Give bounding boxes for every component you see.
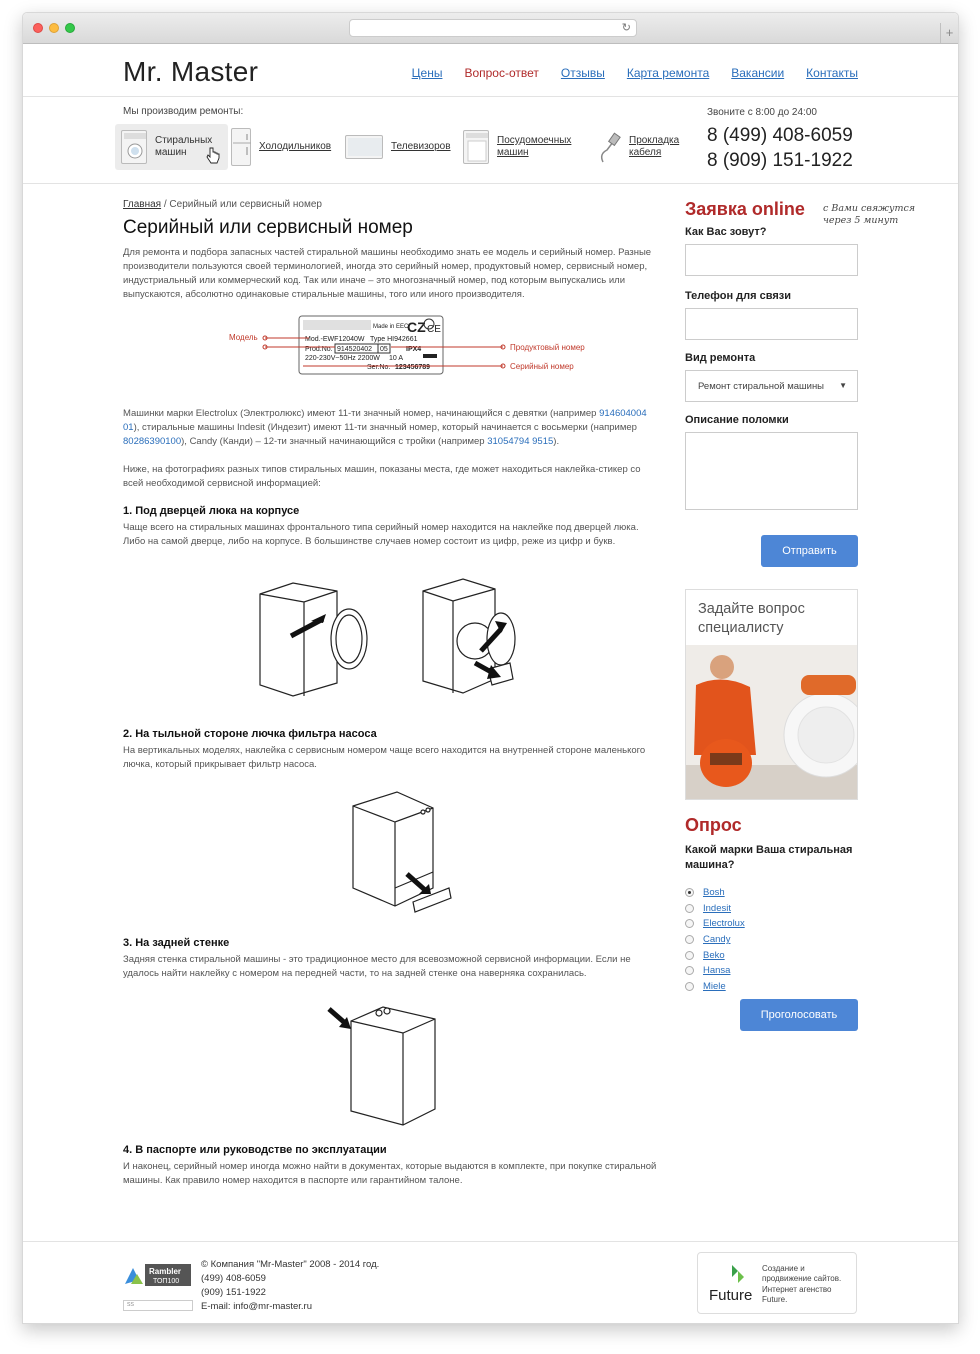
phone-input[interactable] [685, 308, 858, 340]
section-3-text: Задняя стенка стиральной машины - это традиционное место для всевозможной сервисной информации. Если не удалось найти наклейку с номером на передней части, то на задней стенке она наверняка сохранилась. [123, 954, 631, 979]
brands-text: Машинки марки Electrolux (Электролюкс) имеют 11-ти значный номер, начинающийся с девятки (например 914604004 01), стиральные машины Indesit (Индезит) имеют 11-ти значный номер, который начинается с восьмерки (например 80286390100), Candy (Канди) – 12-ти значный начинающийся с тройки (например 31054794 9515). [123, 408, 647, 447]
section-4-title: 4. В паспорте или руководстве по эксплуатации [123, 1144, 387, 1156]
svg-text:Продуктовый номер: Продуктовый номер [510, 343, 585, 352]
phone-number-1[interactable]: 8 (499) 408-6059 [707, 125, 853, 146]
services-title: Мы производим ремонты: [123, 106, 244, 117]
phone-label: Телефон для связи [685, 290, 791, 302]
working-hours: Звоните с 8:00 до 24:00 [707, 107, 817, 118]
breadcrumb-home[interactable]: Главная [123, 199, 162, 210]
section-1-text: Чаще всего на стиральных машинах фронтального типа серийный номер находится на наклейке под дверцей люка. Либо на самой дверце, либо на корпусе. В большинстве случаев номер состоит из цифр, реже из цифр и букв. [123, 522, 639, 547]
ask-specialist-banner[interactable]: Задайте вопрос специалисту [685, 589, 858, 800]
svg-text:914520402: 914520402 [337, 346, 373, 353]
poll-option-hansa[interactable]: Hansa [685, 963, 858, 979]
nav-contacts[interactable]: Контакты [806, 66, 858, 80]
specialist-photo [686, 645, 858, 800]
poll-options [685, 885, 858, 994]
nav-prices[interactable]: Цены [411, 66, 443, 80]
poll-option-candy[interactable]: Candy [685, 932, 858, 948]
services-bar [23, 98, 958, 184]
zoom-window-button[interactable] [65, 23, 75, 33]
submit-button[interactable]: Отправить [761, 535, 858, 567]
name-input[interactable] [685, 244, 858, 276]
svg-text:Type HI942661: Type HI942661 [370, 336, 418, 343]
tv-icon [345, 135, 383, 159]
svg-text:Серийный номер: Серийный номер [510, 362, 574, 371]
poll-option-bosh[interactable]: Bosh [685, 885, 858, 901]
dropdown-arrow-icon: ▼ [839, 381, 847, 390]
footer-email[interactable]: E-mail: info@mr-master.ru [201, 1301, 312, 1312]
section-4-text: И наконец, серийный номер иногда можно найти в документах, которые выдаются в комплекте, при покупке стиральной машины. Как правило номер находится в паспорте или гарантийном талоне. [123, 1161, 657, 1186]
site-header [23, 44, 958, 97]
main-nav [412, 66, 858, 80]
poll-question: Какой марки Ваша стиральная машина? [685, 844, 853, 871]
section-1-title: 1. Под дверцей люка на корпусе [123, 505, 300, 517]
page-title: Серийный или сервисный номер [123, 217, 413, 238]
service-tvs[interactable]: Телевизоров [345, 124, 451, 170]
section-2-title: 2. На тыльной стороне лючка фильтра насоса [123, 728, 377, 740]
future-logo-icon [726, 1263, 746, 1285]
nav-vacancies[interactable]: Вакансии [731, 66, 785, 80]
photos-intro-text: Ниже, на фотографиях разных типов стиральных машин, показаны места, где может находиться наклейка-стикер со всей необходимой сервисной информацией: [123, 464, 641, 489]
svg-text:Made in EEC: Made in EEC [373, 324, 409, 330]
service-dishwashers[interactable]: Посудомоечных машин [463, 124, 571, 170]
footer-phone-1[interactable]: (499) 408-6059 [201, 1273, 266, 1284]
svg-text:Ser.No.: Ser.No. [367, 364, 391, 371]
site-logo[interactable]: Mr. Master [123, 56, 259, 87]
order-form-title: Заявка online [685, 199, 805, 219]
sidebar [685, 199, 916, 1021]
front-loader-illustrations [123, 561, 663, 721]
rating-plate-illustration [123, 314, 663, 394]
footer-phone-2[interactable]: (909) 151-1922 [201, 1287, 266, 1298]
hand-cursor-icon [206, 146, 220, 166]
close-window-button[interactable] [33, 23, 43, 33]
browser-window [22, 12, 959, 1324]
svg-text:IPX4: IPX4 [406, 346, 422, 353]
poll-option-beko[interactable]: Beko [685, 947, 858, 963]
dishwasher-icon [463, 130, 489, 164]
site-footer [23, 1241, 958, 1324]
new-tab-button[interactable]: + [940, 23, 958, 43]
svg-text:Rambler: Rambler [149, 1267, 182, 1276]
description-label: Описание поломки [685, 414, 789, 426]
nav-reviews[interactable]: Отзывы [560, 66, 605, 80]
vote-button[interactable]: Проголосовать [740, 999, 858, 1031]
service-washing-machines[interactable]: Стиральных машин [115, 124, 228, 170]
ce-mark-icon: CE [427, 324, 441, 335]
service-cable-laying[interactable]: Прокладка кабеля [597, 124, 679, 170]
counter-widget: ss [123, 1300, 193, 1311]
svg-text:123456789: 123456789 [395, 364, 431, 371]
svg-text:10 A: 10 A [389, 355, 404, 362]
rambler-counter-badge[interactable] [123, 1262, 193, 1288]
top-loader-filter-illustration [123, 784, 663, 924]
svg-text:Модель: Модель [229, 333, 258, 342]
svg-text:ТОП100: ТОП100 [153, 1278, 180, 1285]
minimize-window-button[interactable] [49, 23, 59, 33]
description-textarea[interactable] [685, 432, 858, 510]
footer-contacts: © Компания "Mr-Master" 2008 - 2014 год. (499) 408-6059 (909) 151-1922 E-mail: info@mr-master.ru [201, 1259, 380, 1312]
section-3-title: 3. На задней стенке [123, 937, 230, 949]
poll-option-electrolux[interactable]: Electrolux [685, 916, 858, 932]
nav-repair-map[interactable]: Карта ремонта [626, 66, 710, 80]
repair-type-select[interactable]: Ремонт стиральной машины ▼ [685, 370, 858, 402]
cable-plug-icon [597, 130, 623, 164]
service-refrigerators[interactable]: Холодильников [231, 124, 331, 170]
cz-mark-icon: CZ [407, 319, 426, 335]
back-wall-illustration [123, 993, 663, 1133]
repair-type-label: Вид ремонта [685, 352, 756, 364]
reload-icon[interactable]: ↻ [621, 22, 631, 34]
svg-text:05: 05 [380, 346, 388, 353]
future-agency-badge[interactable]: Future Создание и продвижение сайтов. Интернет агенство Future. [697, 1252, 857, 1314]
phone-number-2[interactable]: 8 (909) 151-1922 [707, 150, 853, 171]
svg-text:220-230V~50Hz 2200W: 220-230V~50Hz 2200W [305, 355, 380, 362]
address-bar[interactable] [349, 19, 637, 37]
poll [685, 837, 858, 994]
browser-chrome [23, 13, 958, 44]
main-content [123, 199, 663, 1188]
poll-option-indesit[interactable]: Indesit [685, 901, 858, 917]
refrigerator-icon [231, 128, 251, 166]
order-note: с Вами свяжутся через 5 минут [823, 203, 916, 226]
svg-text:Mod.-EWF12040W: Mod.-EWF12040W [305, 336, 365, 343]
breadcrumb: Главная / Серийный или сервисный номер [123, 199, 322, 210]
intro-text: Для ремонта и подбора запасных частей стиральной машины необходимо знать ее модель и серийный номер. Разные производители пользуются своей терминологией, иногда это серийный номер, продуктовый номер, сервисный номер, индустриальный или коммерческий код. Так или иначе – это многозначный номер, под которым выпускались или выпускаются, абсолютно одинаковые стиральные машины, того или иного производителя. [123, 247, 652, 300]
svg-text:Prod.No.: Prod.No. [305, 346, 333, 353]
nav-faq[interactable]: Вопрос-ответ [464, 66, 539, 80]
washing-machine-icon [121, 130, 147, 164]
poll-title: Опрос [685, 815, 742, 835]
poll-option-miele[interactable]: Miele [685, 979, 858, 995]
section-2-text: На вертикальных моделях, наклейка с сервисным номером чаще всего находится на внутренней стороне маленького лючка, который прикрывает фильтр насоса. [123, 745, 646, 770]
breadcrumb-current: Серийный или сервисный номер [169, 199, 322, 210]
name-label: Как Вас зовут? [685, 226, 767, 238]
